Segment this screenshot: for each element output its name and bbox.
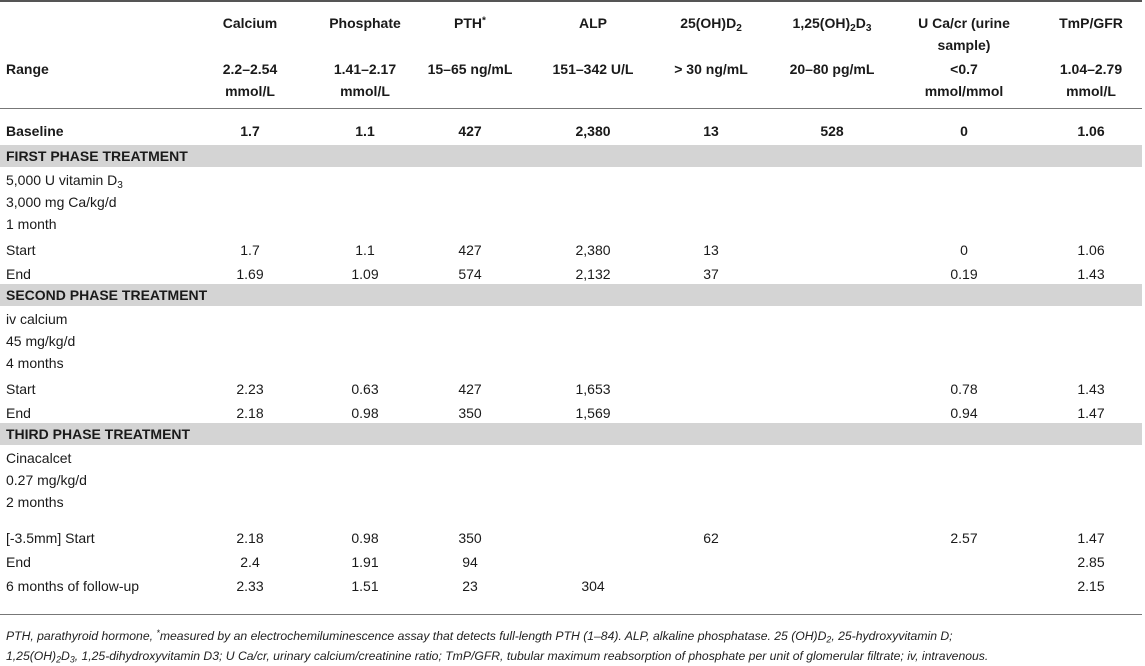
column-range: mmol/L	[340, 83, 390, 99]
row-value: 427	[458, 242, 482, 258]
column-range: 151–342 U/L	[552, 61, 634, 77]
phase-title: THIRD PHASE TREATMENT	[6, 426, 191, 442]
column-range: 15–65 ng/mL	[427, 61, 513, 77]
row-value: 1.06	[1077, 242, 1105, 258]
phase-band	[0, 145, 1142, 167]
row-label: End	[6, 554, 31, 570]
baseline-value: 1.06	[1077, 123, 1105, 139]
row-value: 427	[458, 381, 482, 397]
regimen-line: 0.27 mg/kg/d	[6, 472, 87, 488]
column-range: 1.04–2.79	[1059, 61, 1123, 77]
column-range: mmol/mmol	[924, 83, 1004, 99]
baseline-label: Baseline	[6, 123, 64, 139]
row-value: 2.85	[1077, 554, 1105, 570]
regimen-line: 2 months	[6, 494, 64, 510]
footnote-line: PTH, parathyroid hormone, *measured by an electrochemiluminescence assay that detects full-length PTH (1–84). ALP, alkaline phosphatase. 25 $(OH)D_2$, 25-hydroxyvitamin D;	[6, 628, 953, 645]
baseline-value: 13	[703, 123, 719, 139]
regimen-line: 1 month	[6, 216, 57, 232]
row-value: 2.33	[236, 578, 264, 594]
table-top-rule	[0, 0, 1142, 2]
column-header: PTH*	[454, 15, 486, 31]
row-value: 2.4	[240, 554, 260, 570]
row-value: 1.69	[236, 266, 264, 282]
row-value: 2,132	[575, 266, 611, 282]
column-range: mmol/L	[1066, 83, 1116, 99]
column-range: mmol/L	[225, 83, 275, 99]
baseline-value: 1.7	[240, 123, 260, 139]
row-value: 1.09	[351, 266, 379, 282]
column-header: TmP/GFR	[1059, 15, 1123, 31]
row-value: 1.7	[240, 242, 260, 258]
regimen-line: 5,000 U vitamin $D_3$	[6, 172, 123, 191]
row-value: 1,653	[575, 381, 611, 397]
row-value: 1,569	[575, 405, 611, 421]
row-label: End	[6, 266, 31, 282]
row-value: 574	[458, 266, 482, 282]
row-label: [-3.5mm] Start	[6, 530, 95, 546]
column-header: ALP	[579, 15, 607, 31]
row-label: End	[6, 405, 31, 421]
row-value: 2.18	[236, 530, 264, 546]
row-value: 0.98	[351, 530, 379, 546]
row-value: 304	[581, 578, 605, 594]
row-label: 6 months of follow-up	[6, 578, 140, 594]
phase-title: FIRST PHASE TREATMENT	[6, 148, 188, 164]
column-header: Phosphate	[329, 15, 401, 31]
row-value: 350	[458, 530, 482, 546]
header-rule	[0, 108, 1142, 109]
row-value: 2.23	[236, 381, 264, 397]
row-value: 1.43	[1077, 266, 1105, 282]
baseline-value: 528	[820, 123, 844, 139]
column-range: <0.7	[950, 61, 978, 77]
row-value: 0.98	[351, 405, 379, 421]
table-bottom-rule	[0, 614, 1142, 615]
row-value: 2.15	[1077, 578, 1105, 594]
phase-band	[0, 423, 1142, 445]
row-value: 2.57	[950, 530, 978, 546]
row-value: 1.1	[355, 242, 375, 258]
footnote-line: $1,25(OH)_2D_3$, 1,25-dihydroxyvitamin D3; U Ca/cr, urinary calcium/creatinine ratio; TmP/GFR, tubular maximum reabsorption of phosphate per unit of glomerular filtrate; iv, intravenous.	[6, 649, 989, 665]
row-value: 37	[703, 266, 719, 282]
column-range: > 30 ng/mL	[674, 61, 748, 77]
row-value: 1.91	[351, 554, 379, 570]
regimen-line: 4 months	[6, 355, 64, 371]
column-range: 2.2–2.54	[222, 61, 278, 77]
phase-title: SECOND PHASE TREATMENT	[6, 287, 208, 303]
row-value: 2,380	[575, 242, 611, 258]
column-header: U Ca/cr (urine sample)	[918, 15, 1010, 53]
row-value: 94	[462, 554, 478, 570]
row-label: Start	[6, 242, 36, 258]
row-value: 0	[960, 242, 968, 258]
column-header: $1,25(OH)_2D_3$	[792, 15, 872, 34]
baseline-value: 0	[960, 123, 968, 139]
regimen-line: iv calcium	[6, 311, 68, 327]
regimen-line: Cinacalcet	[6, 450, 72, 466]
table-footnote	[6, 626, 1140, 666]
row-value: 62	[703, 530, 719, 546]
row-value: 1.43	[1077, 381, 1105, 397]
phase-band	[0, 284, 1142, 306]
row-value: 1.51	[351, 578, 379, 594]
row-label: Start	[6, 381, 36, 397]
row-value: 13	[703, 242, 719, 258]
baseline-value: 427	[458, 123, 482, 139]
baseline-value: 1.1	[355, 123, 375, 139]
column-range: 1.41–2.17	[333, 61, 397, 77]
row-value: 2.18	[236, 405, 264, 421]
row-value: 350	[458, 405, 482, 421]
row-value: 1.47	[1077, 405, 1105, 421]
column-header: Calcium	[222, 15, 278, 31]
row-value: 1.47	[1077, 530, 1105, 546]
column-header: $25(OH)D_2$	[680, 15, 742, 34]
row-value: 0.78	[950, 381, 978, 397]
row-value: 0.19	[950, 266, 978, 282]
baseline-value: 2,380	[575, 123, 611, 139]
regimen-line: 45 mg/kg/d	[6, 333, 76, 349]
column-range: 20–80 pg/mL	[789, 61, 875, 77]
regimen-line: 3,000 mg Ca/kg/d	[6, 194, 117, 210]
row-value: 23	[462, 578, 478, 594]
row-value: 0.63	[351, 381, 379, 397]
row-value: 0.94	[950, 405, 978, 421]
range-label: Range	[6, 61, 49, 77]
